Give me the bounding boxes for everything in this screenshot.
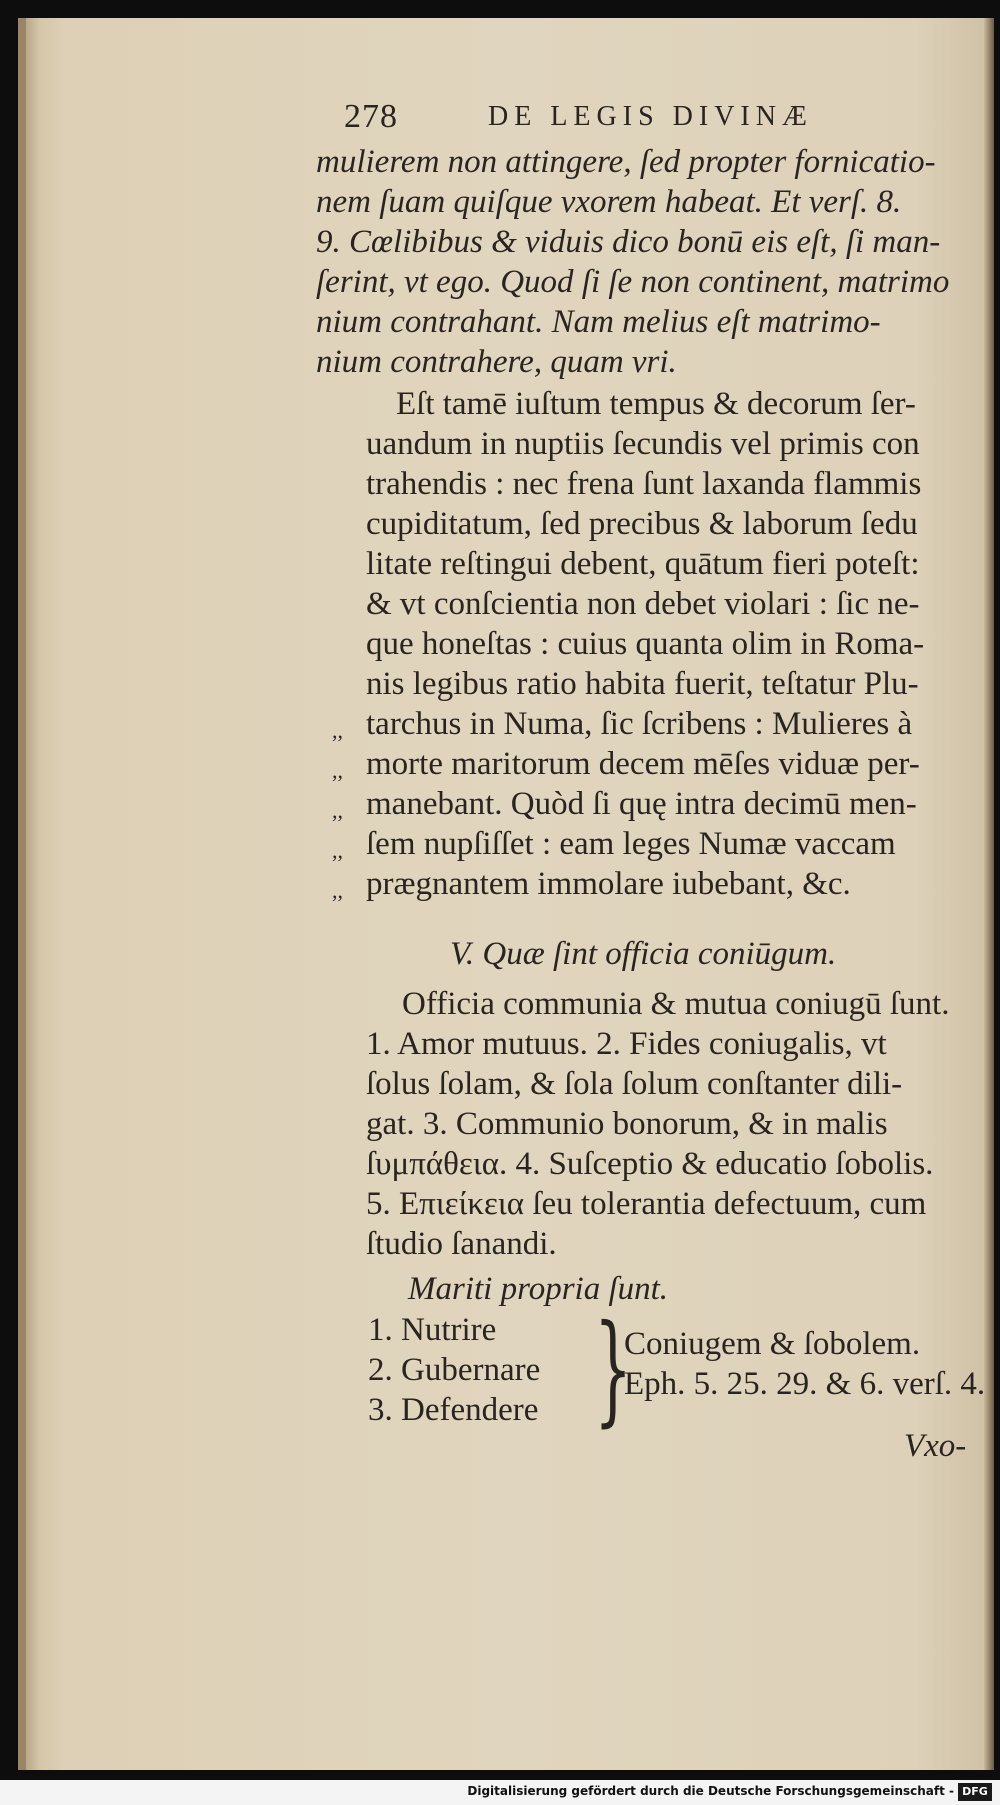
digitization-credit: Digitalisierung gefördert durch die Deutsche Forschungsgemeinschaft -: [467, 1784, 954, 1798]
section-line: 5. Επιείκεια ſeu tolerantia defectuum, cum: [366, 1186, 927, 1222]
quote-line: nem ſuam quiſque vxorem habeat. Et verſ. 8.: [316, 184, 902, 220]
duty-item: 2. Gubernare: [368, 1352, 541, 1388]
section-line: ſolus ſolam, & ſola ſolum conſtanter dili-: [366, 1066, 903, 1102]
quote-line: ſerint, vt ego. Quod ſi ſe non continent, matrimo: [316, 264, 950, 300]
paragraph-line: nis legibus ratio habita fuerit, teſtatur Plu-: [366, 666, 919, 702]
page-text: [26, 18, 994, 1770]
duty-item: 3. Defendere: [368, 1392, 539, 1428]
section-line: gat. 3. Communio bonorum, & in malis: [366, 1106, 888, 1142]
paragraph-line: & vt conſcientia non debet violari : ſic ne-: [366, 586, 920, 622]
quote-line: mulierem non attingere, ſed propter fornicatio-: [316, 144, 936, 180]
quote-mark: ,,: [332, 798, 343, 823]
brace-text: Coniugem & ſobolem.: [624, 1326, 921, 1362]
paragraph-line: trahendis : nec frena ſunt laxanda flammis: [366, 466, 922, 502]
paragraph-line: que honeſtas : cuius quanta olim in Roma-: [366, 626, 925, 662]
mariti-heading: Mariti propria ſunt.: [408, 1271, 669, 1307]
catchword: Vxo-: [904, 1428, 967, 1464]
footer-bar: [0, 1780, 1000, 1805]
brace-text: Eph. 5. 25. 29. & 6. verſ. 4.: [624, 1366, 986, 1402]
running-title: DE LEGIS DIVINÆ: [488, 101, 813, 132]
dfg-logo-icon: DFG: [958, 1783, 992, 1801]
quote-line: nium contrahant. Nam melius eſt matrimo-: [316, 304, 881, 340]
brace-icon: }: [594, 1300, 633, 1439]
paragraph-line: cupiditatum, ſed precibus & laborum ſedu: [366, 506, 918, 542]
section-line: ſυμπάθεια. 4. Suſceptio & educatio ſobolis.: [366, 1146, 934, 1182]
quote-mark: ,,: [332, 878, 343, 903]
paragraph-line: manebant. Quòd ſi quę intra decimū men-: [366, 786, 917, 822]
section-heading: V. Quæ ſint officia coniūgum.: [450, 936, 837, 972]
paragraph-line: tarchus in Numa, ſic ſcribens : Mulieres à: [366, 706, 913, 742]
paragraph-line: prægnantem immolare iubebant, &c.: [366, 866, 851, 902]
quote-line: 9. Cœlibibus & viduis dico bonū eis eſt, ſi man-: [316, 224, 941, 260]
paragraph-line: Eſt tamē iuſtum tempus & decorum ſer-: [396, 386, 916, 422]
paragraph-line: morte maritorum decem mēſes viduæ per-: [366, 746, 920, 782]
quote-mark: ,,: [332, 838, 343, 863]
quote-mark: ,,: [332, 758, 343, 783]
duty-item: 1. Nutrire: [368, 1312, 497, 1348]
section-line: ſtudio ſanandi.: [366, 1226, 557, 1262]
quote-line: nium contrahere, quam vri.: [316, 344, 677, 380]
paragraph-line: ſem nupſiſſet : eam leges Numæ vaccam: [366, 826, 896, 862]
paragraph-line: uandum in nuptiis ſecundis vel primis con: [366, 426, 920, 462]
page-number: 278: [344, 98, 398, 135]
paragraph-line: litate reſtingui debent, quātum fieri poteſt:: [366, 546, 920, 582]
section-line: 1. Amor mutuus. 2. Fides coniugalis, vt: [366, 1026, 887, 1062]
section-line: Officia communia & mutua coniugū ſunt.: [402, 986, 950, 1022]
book-page: [18, 18, 994, 1770]
quote-mark: ,,: [332, 718, 343, 743]
